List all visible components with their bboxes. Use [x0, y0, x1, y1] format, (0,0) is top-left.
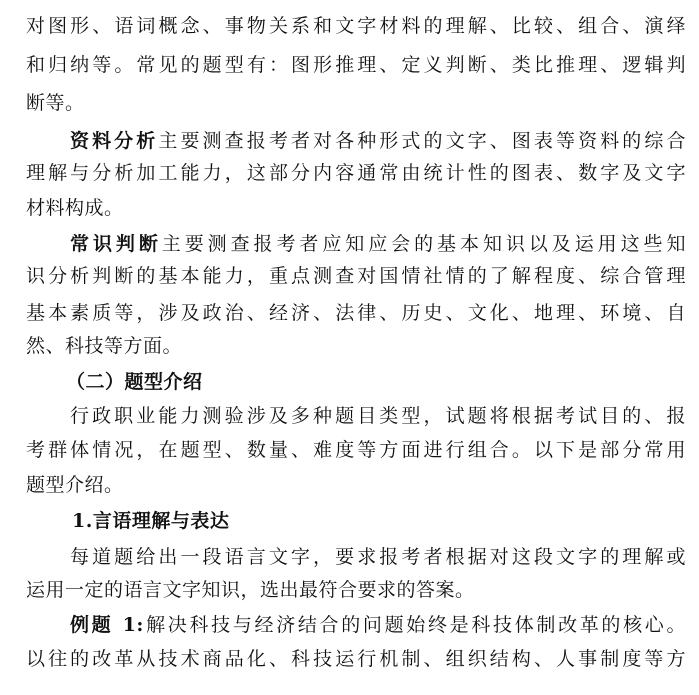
body-text-line: 识分析判断的基本能力，重点测查对国情社情的了解程度、综合管理 — [26, 265, 686, 287]
body-text-line: 题型介绍。 — [26, 474, 124, 496]
body-text-line: 对图形、语词概念、事物关系和文字材料的理解、比较、组合、演绎 — [26, 15, 686, 37]
body-text-line: 基本素质等，涉及政治、经济、法律、历史、文化、地理、环境、自 — [26, 302, 686, 324]
paragraph-first-line: 行政职业能力测验涉及多种题目类型，试题将根据考试目的、报 — [70, 405, 686, 427]
subheading-verbal: 1.言语理解与表达 — [72, 510, 230, 532]
body-text-line: 和归纳等。常见的题型有：图形推理、定义判断、类比推理、逻辑判 — [26, 54, 686, 76]
paragraph-first-line: 每道题给出一段语言文字，要求报考者根据对这段文字的理解或 — [70, 546, 686, 568]
body-text-line: 考群体情况，在题型、数量、难度等方面进行组合。以下是部分常用 — [26, 439, 686, 461]
paragraph-first-line — [70, 129, 686, 153]
example-label: 例题 1: — [70, 614, 144, 636]
body-text: 主要测查报考者应知应会的基本知识以及运用这些知 — [161, 233, 686, 255]
body-text: 主要测查报考者对各种形式的文字、图表等资料的综合 — [158, 130, 686, 152]
body-text-line: 然、科技等方面。 — [26, 335, 183, 357]
section-heading: （二）题型介绍 — [66, 371, 203, 393]
body-text-line: 材料构成。 — [26, 197, 124, 219]
body-text-line: 断等。 — [26, 92, 85, 114]
body-text-line: 以往的改革从技术商品化、科技运行机制、组织结构、人事制度等方 — [26, 648, 686, 670]
paragraph-first-line — [70, 232, 686, 256]
term-common-sense: 常识判断 — [70, 233, 162, 255]
body-text-line: 运用一定的语言文字知识，选出最符合要求的答案。 — [26, 579, 475, 601]
example-first-line — [70, 613, 686, 637]
body-text: 解决科技与经济结合的问题始终是科技体制改革的核心。 — [143, 614, 686, 636]
body-text-line: 理解与分析加工能力，这部分内容通常由统计性的图表、数字及文字 — [26, 162, 686, 184]
term-data-analysis: 资料分析 — [70, 130, 159, 152]
